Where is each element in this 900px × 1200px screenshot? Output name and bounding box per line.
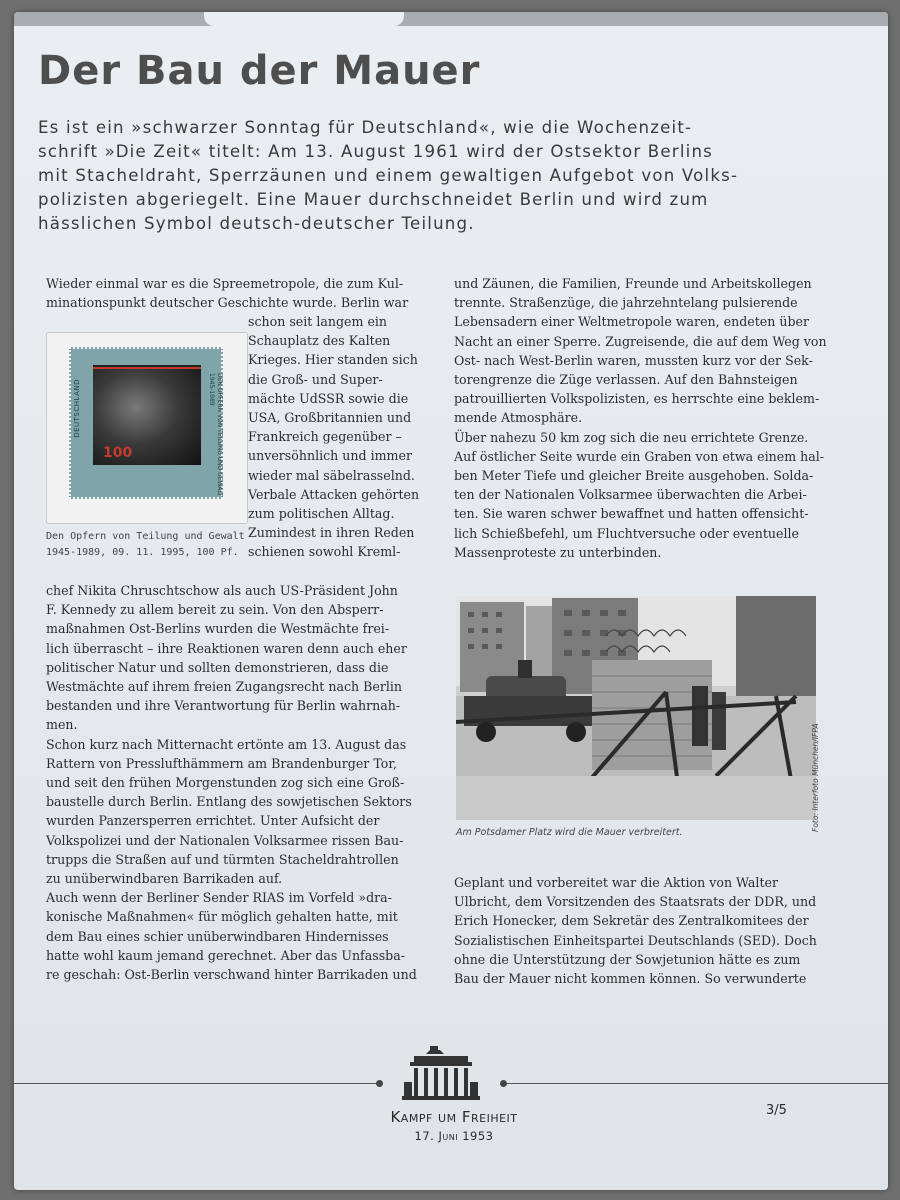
text-line: und Zäunen, die Familien, Freunde und Arbeitskollegen xyxy=(454,276,812,291)
text-line: Wieder einmal war es die Spreemetropole, die zum Kul- xyxy=(46,276,404,291)
text-line: maßnahmen Ost-Berlins wurden die Westmächte frei- xyxy=(46,621,390,637)
text-line: Zumindest in ihren Reden xyxy=(248,525,415,541)
stamp-value: 100 xyxy=(103,445,133,461)
text-line: trupps die Straßen auf und türmten Stacheldrahtrollen xyxy=(46,851,399,867)
text-line: Ulbricht, dem Vorsitzenden des Staatsrats der DDR, und xyxy=(454,894,817,910)
text-line: zum politischen Alltag. xyxy=(248,506,395,522)
text-line: ben Meter Tiefe und gleicher Breite ausgehoben. Solda- xyxy=(454,468,814,484)
series-date: 17. Juni 1953 xyxy=(414,1129,494,1143)
text-line: lich überrascht – ihre Reaktionen waren denn auch eher xyxy=(46,640,407,656)
wall-photo xyxy=(456,596,816,820)
intro-line: Es ist ein »schwarzer Sonntag für Deutschland«, wie die Wochenzeit- xyxy=(38,118,693,137)
footer-dot-left xyxy=(376,1080,383,1087)
footer-rule-left xyxy=(14,1083,382,1084)
text-line: Geplant und vorbereitet war die Aktion von Walter xyxy=(454,875,778,890)
text-line: chef Nikita Chruschtschow als auch US-Präsident John xyxy=(46,583,398,598)
text-line: dem Bau eines schier unüberwindbaren Hindernisses xyxy=(46,928,389,944)
sheet-protector-top xyxy=(14,12,888,26)
sheet-protector-notch xyxy=(204,12,404,26)
text-line: unversöhnlich und immer xyxy=(248,448,412,464)
text-line: Schon kurz nach Mitternacht ertönte am 13. August das xyxy=(46,736,407,752)
text-line: schon seit langem ein xyxy=(248,314,388,329)
wall-photo-illustration xyxy=(456,596,816,820)
text-line: Krieges. Hier standen sich xyxy=(248,352,418,368)
text-line: torengrenze die Züge verlassen. Auf den Bahnsteigen xyxy=(454,372,798,388)
left-column-bottom xyxy=(46,581,446,984)
text-line: USA, Großbritannien und xyxy=(248,410,412,426)
text-line: bestanden und ihre Verantwortung für Berlin wahrnah- xyxy=(46,698,401,714)
text-line: konische Maßnahmen« für möglich gehalten hatte, mit xyxy=(46,909,398,925)
left-column-top xyxy=(46,274,446,312)
text-line: Erich Honecker, dem Sekretär des Zentralkomitees der xyxy=(454,913,809,929)
text-line: ohne die Unterstützung der Sowjetunion hätte es zum xyxy=(454,951,801,967)
text-line: und seit den frühen Morgenstunden zog sich eine Groß- xyxy=(46,775,405,791)
text-line: minationspunkt deutscher Geschichte wurde. Berlin war xyxy=(46,295,409,311)
text-line: schienen sowohl Kreml- xyxy=(248,544,401,560)
album-page xyxy=(14,12,888,1190)
left-column-wrap xyxy=(248,312,448,562)
page-number: 3/5 xyxy=(766,1103,787,1118)
text-line: Rattern von Presslufthämmern am Brandenburger Tor, xyxy=(46,755,397,771)
caption-line: Den Opfern von Teilung und Gewalt xyxy=(46,531,245,542)
text-line: ten der Nationalen Volksarmee überwachten die Arbei- xyxy=(454,487,807,503)
text-line: Massenproteste zu unterbinden. xyxy=(454,544,662,560)
footer-rule-right xyxy=(504,1083,888,1084)
text-line: wieder mal säbelrasselnd. xyxy=(248,467,415,483)
text-line: Lebensadern einer Weltmetropole waren, endeten über xyxy=(454,314,810,330)
text-line: baustelle durch Berlin. Entlang des sowjetischen Sektors xyxy=(46,794,412,810)
footer-dot-right xyxy=(500,1080,507,1087)
right-column-top xyxy=(454,274,854,562)
brandenburg-gate-icon xyxy=(400,1042,482,1102)
stamp-image xyxy=(69,347,223,499)
stamp-country: DEUTSCHLAND xyxy=(73,379,81,438)
text-line: die Groß- und Super- xyxy=(248,371,383,387)
text-line: zu unüberwindbaren Barrikaden auf. xyxy=(46,871,283,887)
text-line: Auf östlicher Seite wurde ein Graben von etwa einem hal- xyxy=(454,448,825,464)
intro-paragraph xyxy=(38,116,838,236)
stamp-caption xyxy=(46,529,256,561)
text-line: hatte wohl kaum jemand gerechnet. Aber das Unfassba- xyxy=(46,947,405,963)
stamp-mount xyxy=(46,332,248,524)
right-column-bottom xyxy=(454,873,854,988)
text-line: Auch wenn der Berliner Sender RIAS im Vorfeld »dra- xyxy=(46,890,392,906)
series-title: Kampf um Freiheit xyxy=(390,1108,518,1126)
text-line: Sozialistischen Einheitspartei Deutschlands (SED). Doch xyxy=(454,932,817,948)
text-line: Bau der Mauer nicht kommen können. So verwunderte xyxy=(454,971,807,987)
text-line: Nacht an einer Sperre. Zugreisende, die auf dem Weg von xyxy=(454,333,827,349)
text-line: Verbale Attacken gehörten xyxy=(248,486,420,502)
text-line: Volkspolizei und der Nationalen Volksarmee rissen Bau- xyxy=(46,832,404,848)
text-line: lich Schießbefehl, um Fluchtversuche oder eventuelle xyxy=(454,525,800,541)
text-line: mächte UdSSR sowie die xyxy=(248,390,409,406)
text-line: Ost- nach West-Berlin waren, mussten kurz vor der Sek- xyxy=(454,352,813,368)
text-line: re geschah: Ost-Berlin verschwand hinter Barrikaden und xyxy=(46,967,417,983)
page-heading: Der Bau der Mauer xyxy=(38,48,481,94)
photo-credit: Foto: Interfoto München/IFPA xyxy=(811,723,820,832)
text-line: F. Kennedy zu allem bereit zu sein. Von den Absperr- xyxy=(46,602,384,618)
intro-line: schrift »Die Zeit« titelt: Am 13. August 1961 wird der Ostsektor Berlins xyxy=(38,142,714,161)
intro-line: mit Stacheldraht, Sperrzäunen und einem gewaltigen Aufgebot von Volks- xyxy=(38,166,739,185)
text-line: men. xyxy=(46,717,78,733)
text-line: patrouillierten Volkspolizisten, es herrschte eine beklem- xyxy=(454,391,820,407)
photo-caption: Am Potsdamer Platz wird die Mauer verbreitert. xyxy=(456,827,683,838)
stamp-inscription: DEN OPFERN VON TEILUNG UND GEWALT 1945-1989 xyxy=(208,373,223,497)
text-line: politischer Natur und sollten demonstrieren, dass die xyxy=(46,659,389,675)
text-line: ten. Sie waren schwer bewaffnet und hatten offensicht- xyxy=(454,506,809,522)
text-line: trennte. Straßenzüge, die jahrzehntelang pulsierende xyxy=(454,295,798,311)
text-line: mende Atmosphäre. xyxy=(454,410,583,426)
intro-line: polizisten abgeriegelt. Eine Mauer durchschneidet Berlin und wird zum xyxy=(38,190,709,209)
text-line: Über nahezu 50 km zog sich die neu errichtete Grenze. xyxy=(454,429,809,445)
caption-line: 1945-1989, 09. 11. 1995, 100 Pf. xyxy=(46,547,239,558)
text-line: Frankreich gegenüber – xyxy=(248,429,402,445)
text-line: Westmächte auf ihrem freien Zugangsrecht nach Berlin xyxy=(46,679,403,695)
intro-line: hässlichen Symbol deutsch-deutscher Teilung. xyxy=(38,214,475,233)
text-line: wurden Panzersperren errichtet. Unter Aufsicht der xyxy=(46,813,380,829)
text-line: Schauplatz des Kalten xyxy=(248,333,391,349)
